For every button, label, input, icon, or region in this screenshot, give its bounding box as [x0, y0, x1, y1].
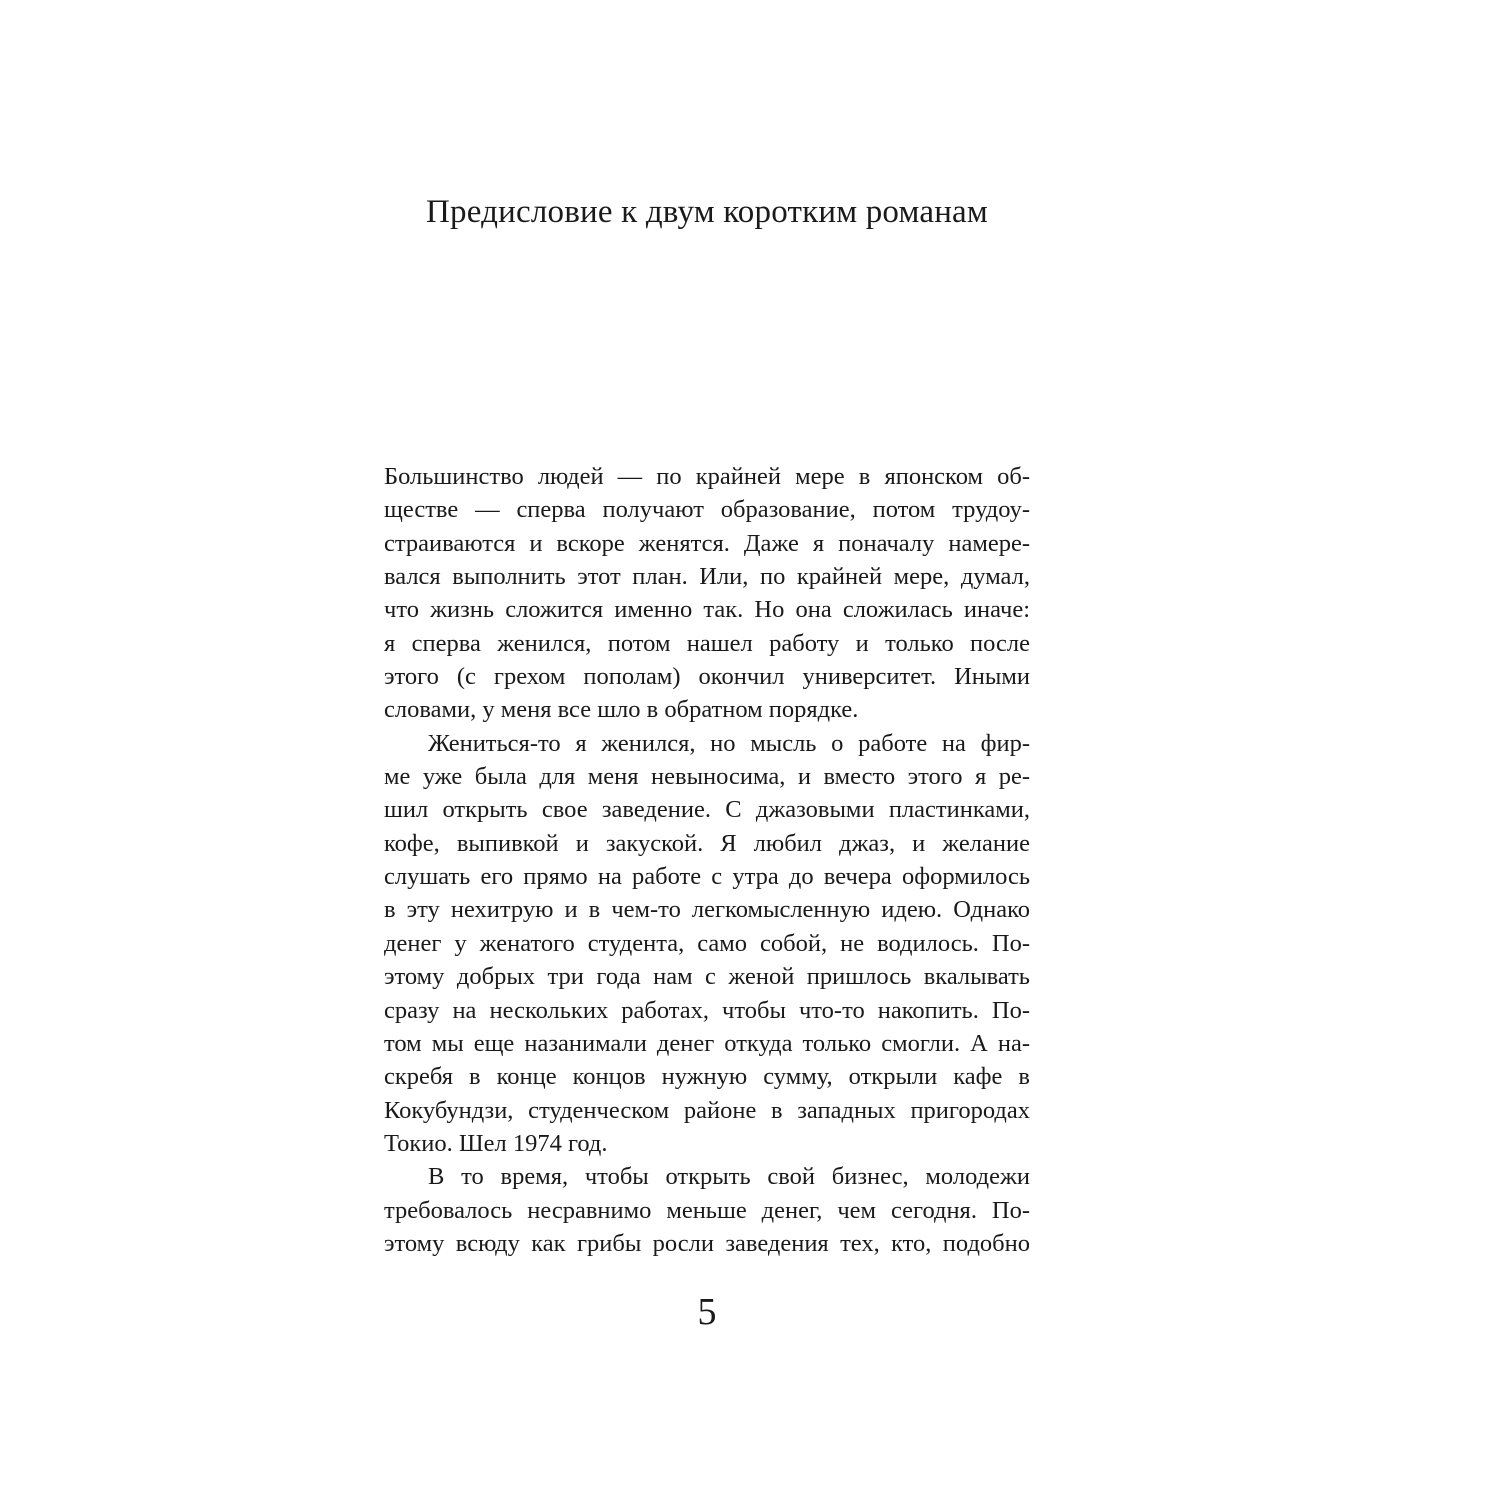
text-line: этому добрых три года нам с женой пришлось вкалывать [384, 963, 1030, 991]
body-text [384, 460, 1030, 1260]
text-line: Токио. Шел 1974 год. [384, 1129, 608, 1157]
text-line: кофе, выпивкой и закуской. Я любил джаз, и желание [384, 829, 1030, 857]
text-line: скребя в конце концов нужную сумму, открыли кафе в [384, 1063, 1030, 1091]
page-number: 5 [697, 1291, 717, 1333]
text-line: в эту нехитрую и в чем-то легкомысленную идею. Однако [384, 896, 1030, 924]
text-line: Большинство людей — по крайней мере в японском об- [384, 463, 1030, 490]
text-line: денег у женатого студента, само собой, не водилось. По- [384, 929, 1030, 957]
text-line: ме уже была для меня невыносима, и вместо этого я ре- [384, 763, 1030, 791]
text-line: вался выполнить этот план. Или, по крайней мере, думал, [384, 563, 1030, 591]
text-line: словами, у меня все шло в обратном порядке. [384, 696, 859, 724]
text-line: этому всюду как грибы росли заведения тех, кто, подобно [384, 1229, 1030, 1257]
text-line: что жизнь сложится именно так. Но она сложилась иначе: [384, 596, 1030, 624]
text-line: страиваются и вскоре женятся. Даже я поначалу намере- [384, 529, 1030, 557]
text-line: этого (с грехом пополам) окончил университет. Иными [384, 663, 1030, 691]
text-line: слушать его прямо на работе с утра до вечера оформилось [384, 863, 1030, 891]
text-line: ществе — сперва получают образование, потом трудоу- [384, 496, 1030, 524]
text-line: сразу на нескольких работах, чтобы что-то накопить. По- [384, 996, 1030, 1024]
text-line: Жениться-то я женился, но мысль о работе на фир- [428, 729, 1030, 757]
text-line: том мы еще назанимали денег откуда только смогли. А на- [384, 1029, 1030, 1057]
text-line: В то время, чтобы открыть свой бизнес, молодежи [428, 1163, 1030, 1191]
text-line: Кокубундзи, студенческом районе в западных пригородах [384, 1096, 1030, 1124]
chapter-title: Предисловие к двум коротким романам [425, 194, 988, 230]
text-line: я сперва женился, потом нашел работу и только после [384, 629, 1030, 657]
text-line: шил открыть свое заведение. С джазовыми пластинками, [384, 796, 1030, 824]
text-line: требовалось несравнимо меньше денег, чем сегодня. По- [384, 1196, 1030, 1224]
